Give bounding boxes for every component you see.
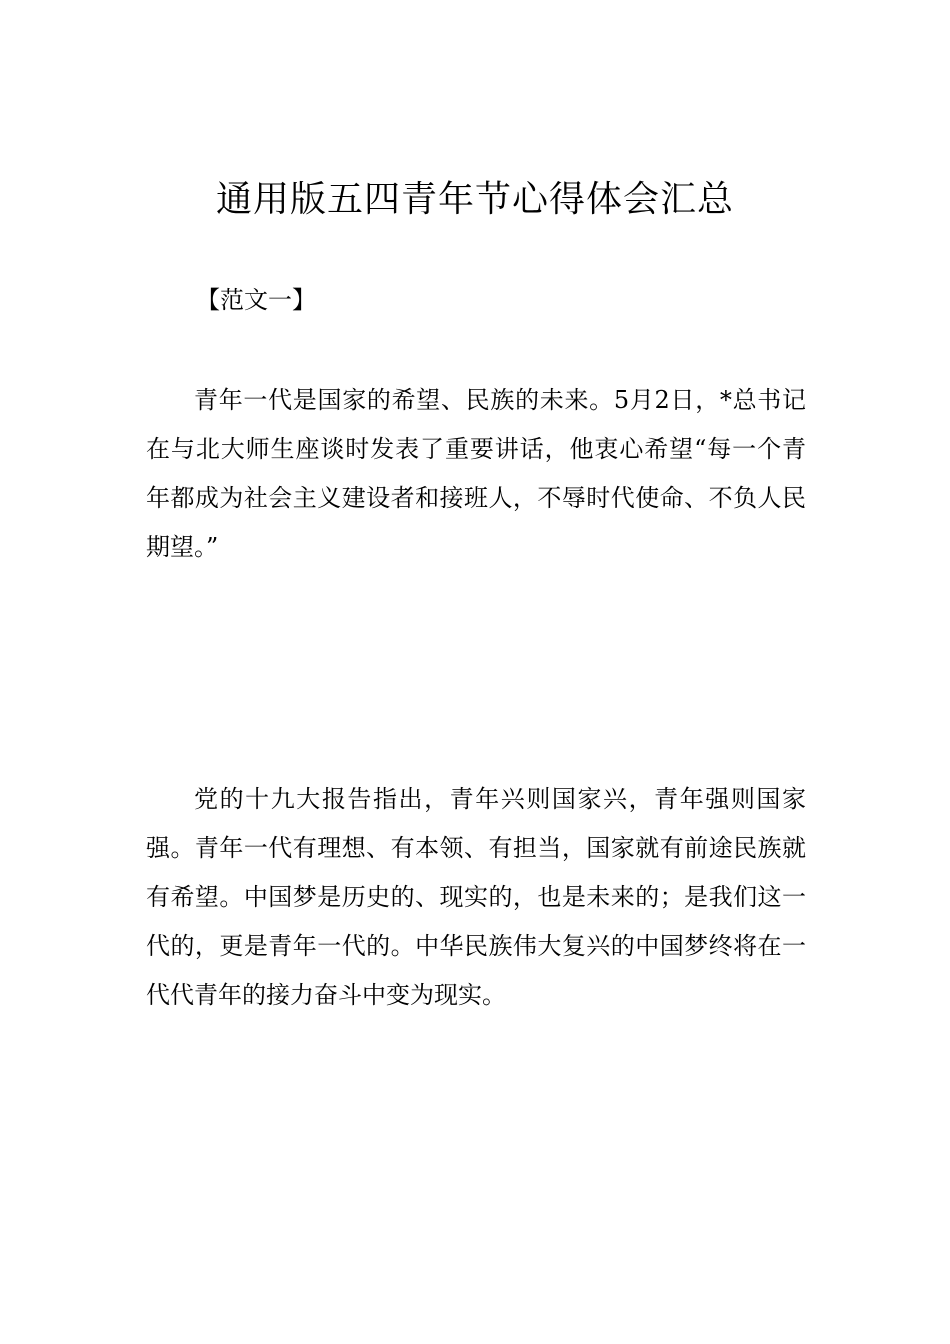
section-label: 【范文一】: [196, 286, 316, 314]
paragraph-1: 青年一代是国家的希望、民族的未来。5月2日，*总书记在与北大师生座谈时发表了重要讲话，他衷心希望“每一个青年都成为社会主义建设者和接班人，不辱时代使命、不负人民期望。”: [146, 386, 806, 561]
document-title: 通用版五四青年节心得体会汇总: [215, 179, 734, 220]
paragraph-2: 党的十九大报告指出，青年兴则国家兴，青年强则国家强。青年一代有理想、有本领、有担当，国家就有前途民族就有希望。中国梦是历史的、现实的，也是未来的；是我们这一代的，更是青年一代的。中华民族伟大复兴的中国梦终将在一代代青年的接力奋斗中变为现实。: [146, 785, 806, 1009]
